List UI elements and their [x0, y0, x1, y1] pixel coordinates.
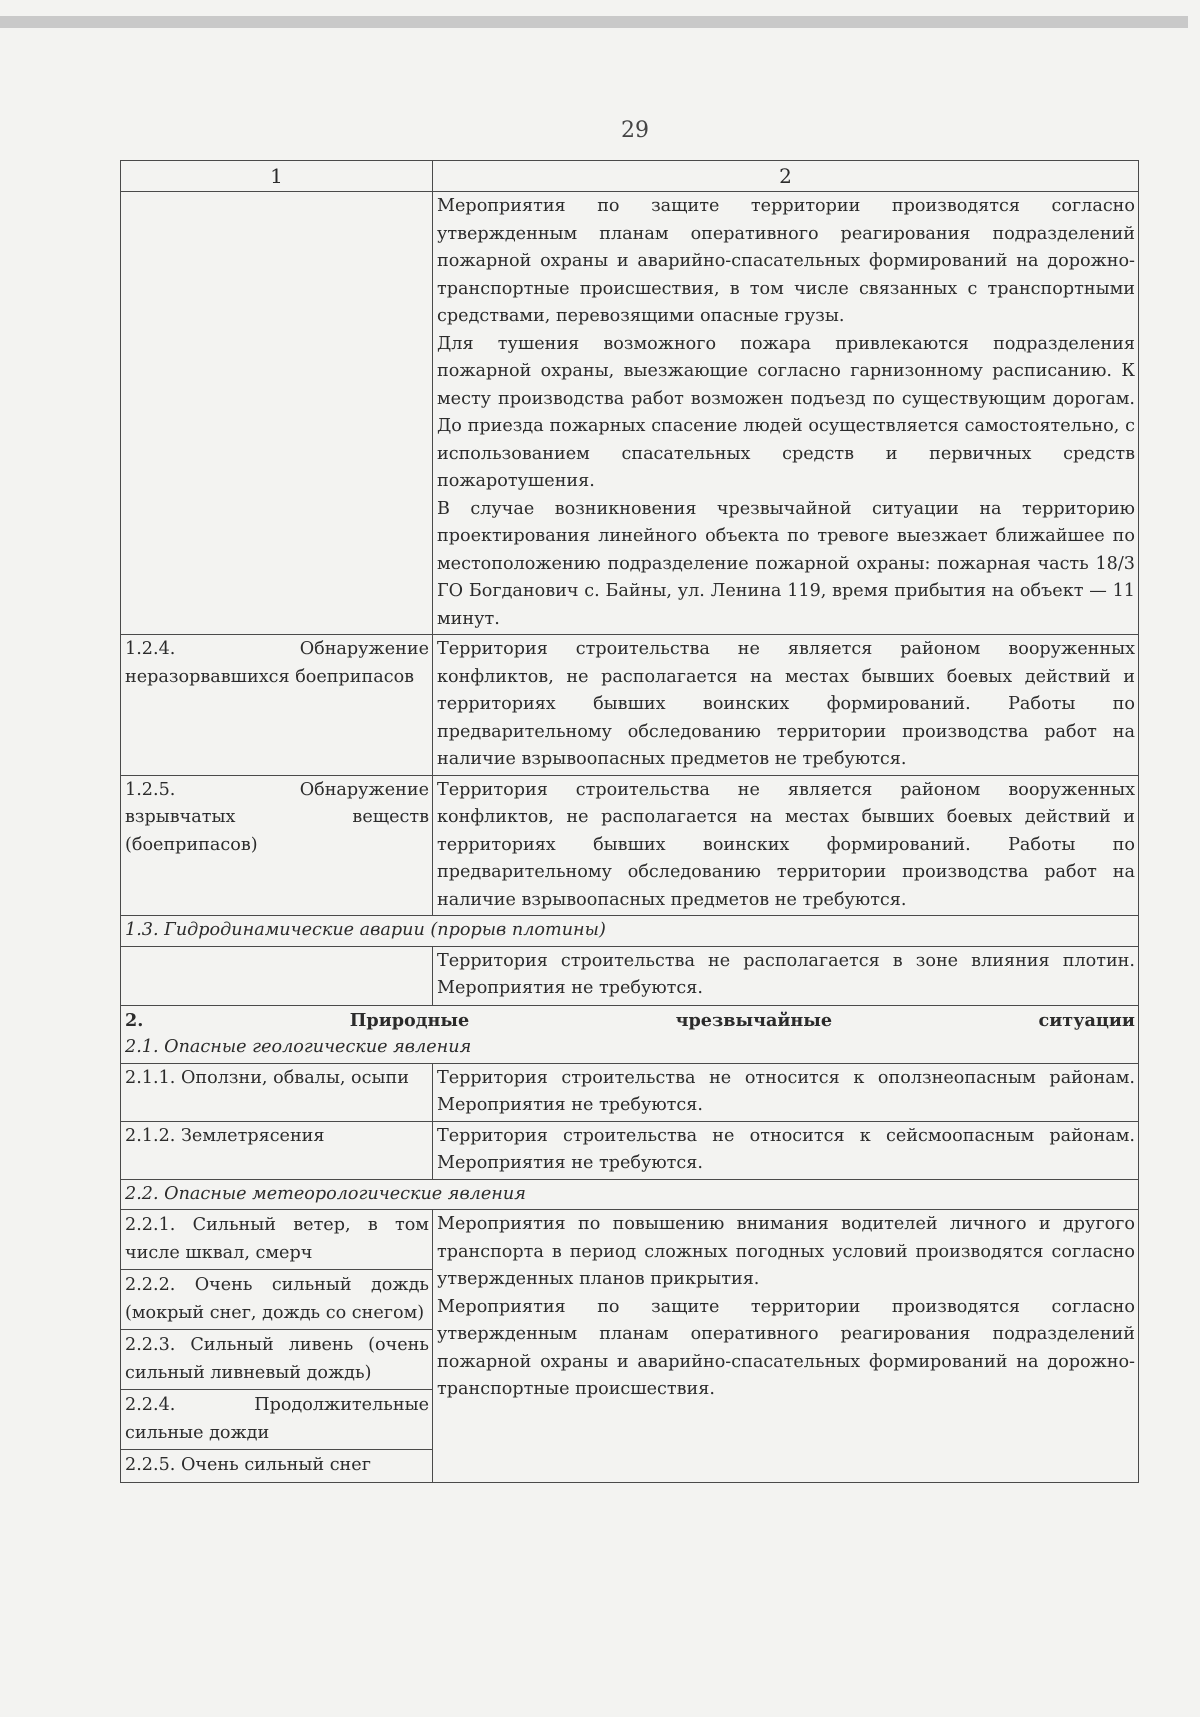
- section-title-word: Природные: [349, 1009, 470, 1031]
- item-title-part: (боеприпасов): [125, 834, 258, 855]
- paragraph: В случае возникновения чрезвычайной ситуации на территорию проектирования линейного объекта по тревоге выезжает ближайшее по местоположению подразделение пожарной охраны: пожарная часть 18/3 ГО Богданович с. Байны, ул. Ленина 119, время прибытия на объект — 11 минут.: [437, 498, 1135, 629]
- row-label-2-2-5: 2.2.5. Очень сильный снег: [125, 1455, 371, 1475]
- row-text-1-2-4: Территория строительства не является районом вооруженных конфликтов, не располагается на местах бывших боевых действий и территориях бывших воинских формирований. Работы по предварительному обследованию территории производства работ на наличие взрывоопасных предметов не требуются.: [433, 635, 1139, 776]
- row-labels-2-2: [121, 1210, 433, 1483]
- scan-top-strip: [0, 16, 1188, 28]
- item-title-word: Обнаружение: [299, 779, 429, 800]
- section-title-2-2: 2.2. Опасные метеорологические явления: [121, 1179, 1139, 1210]
- row-label-2-2-3: 2.2.3. Сильный ливень (очень сильный ливневый дождь): [121, 1330, 432, 1390]
- table-header-row: [121, 161, 1139, 192]
- section-title-word: ситуации: [1038, 1009, 1135, 1031]
- section-title-1-3: 1.3. Гидродинамические аварии (прорыв плотины): [121, 916, 1139, 947]
- item-title-part: взрывчатых: [125, 807, 236, 827]
- row-label-1-2-4: [121, 635, 433, 776]
- table-row: [121, 635, 1139, 776]
- empty-cell: [121, 192, 433, 635]
- table-row: [121, 1063, 1139, 1121]
- row-label-2-2-1: 2.2.1. Сильный ветер, в том числе шквал, смерч: [121, 1210, 432, 1270]
- column-header-2: 2: [433, 161, 1139, 192]
- table-row: [121, 946, 1139, 1005]
- section-title-word: чрезвычайные: [675, 1009, 833, 1031]
- paragraph: Мероприятия по защите территории производятся согласно утвержденным планам оперативного реагирования подразделений пожарной охраны и аварийно-спасательных формирований на дорожно-транспортные происшествия, в том числе связанных с транспортными средствами, перевозящими опасные грузы.: [437, 196, 1135, 326]
- column-header-1: 1: [121, 161, 433, 192]
- paragraph: Мероприятия по защите территории производятся согласно утвержденным планам оперативного реагирования подразделений пожарной охраны и аварийно-спасательных формирований на дорожно-транспортные происшествия.: [437, 1296, 1135, 1399]
- section-row: [121, 1005, 1139, 1063]
- section-title-2: [121, 1005, 1139, 1063]
- row-label-2-2-4: 2.2.4. Продолжительные сильные дожди: [121, 1390, 432, 1450]
- fire-measures-cell: [433, 192, 1139, 635]
- table-row: [121, 775, 1139, 916]
- section-title-word: 2.: [125, 1009, 144, 1031]
- row-label-2-1-1: 2.1.1. Оползни, обвалы, осыпи: [121, 1063, 433, 1121]
- row-text-1-3: Территория строительства не располагается в зоне влияния плотин. Мероприятия не требуются.: [433, 946, 1139, 1005]
- empty-cell: [121, 946, 433, 1005]
- section-row: [121, 916, 1139, 947]
- item-title-rest: неразорвавшихся боеприпасов: [125, 666, 415, 687]
- paragraph: Мероприятия по повышению внимания водителей личного и другого транспорта в период сложных погодных условий производятся согласно утвержденных планов прикрытия.: [437, 1214, 1135, 1289]
- table-row: [121, 1121, 1139, 1179]
- table-row: [121, 192, 1139, 635]
- row-text-1-2-5: Территория строительства не является районом вооруженных конфликтов, не располагается на местах бывших боевых действий и территориях бывших воинских формирований. Работы по предварительному обследованию территории производства работ на наличие взрывоопасных предметов не требуются.: [433, 775, 1139, 916]
- row-text-2-1-2: Территория строительства не относится к сейсмоопасным районам. Мероприятия не требуются.: [433, 1121, 1139, 1179]
- row-text-2-1-1: Территория строительства не относится к оползнеопасным районам. Мероприятия не требуются.: [433, 1063, 1139, 1121]
- item-title-word: Обнаружение: [299, 639, 429, 659]
- row-text-2-2: [433, 1210, 1139, 1483]
- page-number: 29: [621, 118, 649, 143]
- measures-table: [120, 160, 1139, 1483]
- row-label-2-1-2: 2.1.2. Землетрясения: [121, 1121, 433, 1179]
- section-title-2-1: 2.1. Опасные геологические явления: [125, 1037, 472, 1057]
- row-label-2-2-2: 2.2.2. Очень сильный дождь (мокрый снег, дождь со снегом): [121, 1270, 432, 1330]
- item-number: 1.2.5.: [125, 779, 176, 800]
- table-row: [121, 1210, 1139, 1483]
- section-row: [121, 1179, 1139, 1210]
- item-title-part: веществ: [352, 807, 429, 827]
- row-label-1-2-5: [121, 775, 433, 916]
- paragraph: Для тушения возможного пожара привлекаются подразделения пожарной охраны, выезжающие согласно гарнизонному расписанию. К месту производства работ возможен подъезд по существующим дорогам. До приезда пожарных спасение людей осуществляется самостоятельно, с использованием спасательных средств и первичных средств пожаротушения.: [437, 333, 1135, 491]
- item-number: 1.2.4.: [125, 639, 176, 659]
